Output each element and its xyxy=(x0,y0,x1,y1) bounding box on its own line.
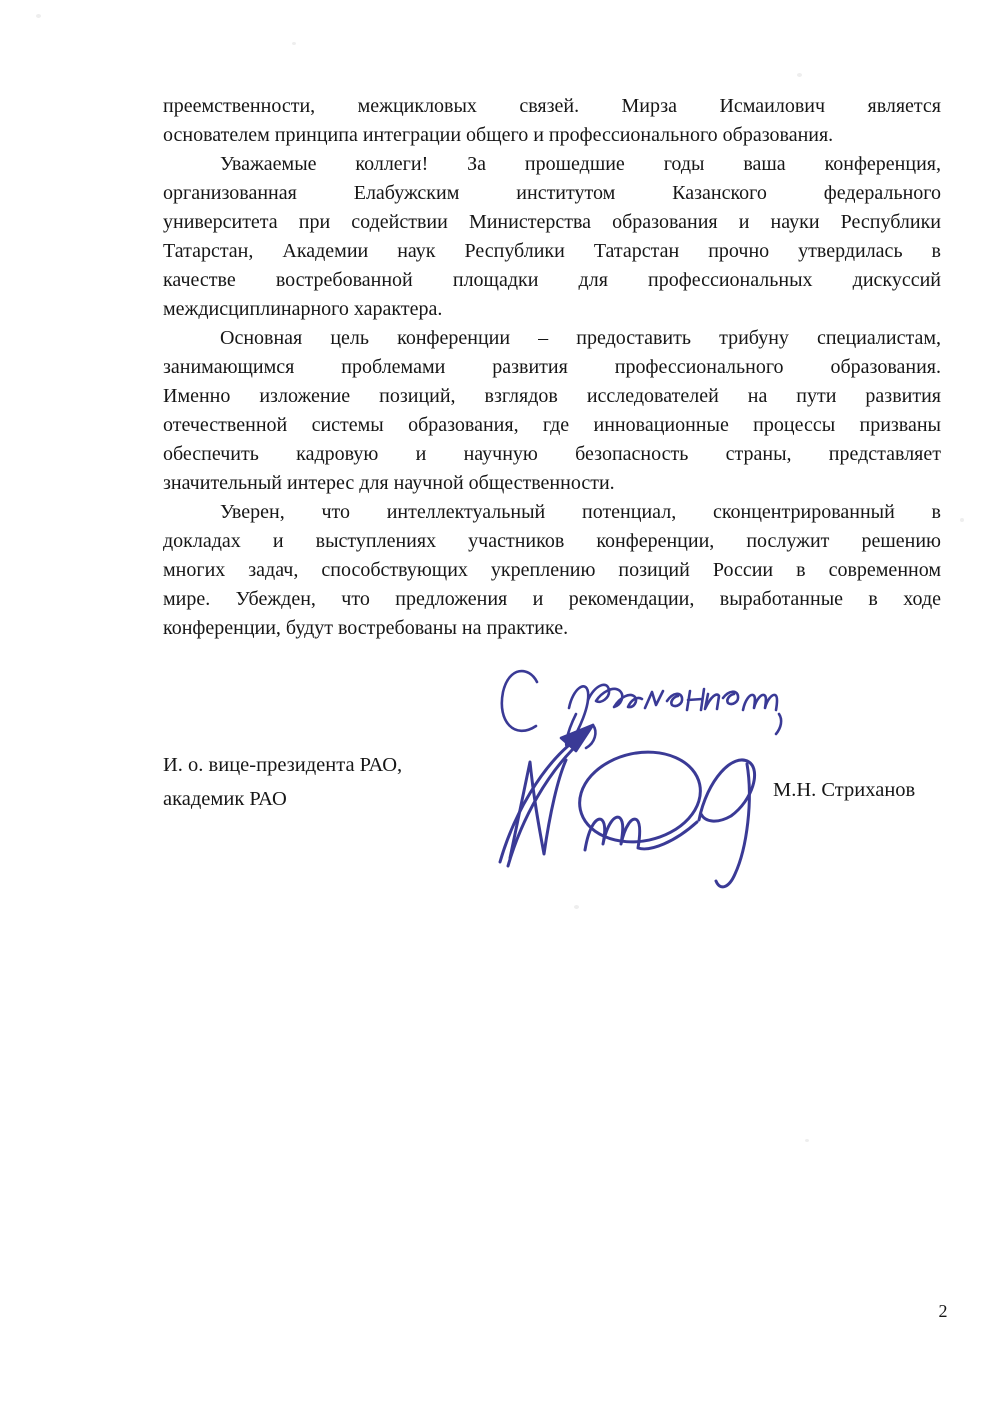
body-line: качестве востребованной площадки для профессиональных дискуссий xyxy=(163,269,941,291)
signer-position-line1: И. о. вице-президента РАО, xyxy=(163,754,403,776)
body-line: организованная Елабужским институтом Казанского федерального xyxy=(163,182,941,204)
body-line: основателем принципа интеграции общего и профессионального образования. xyxy=(163,124,834,146)
body-line: междисциплинарного характера. xyxy=(163,298,443,320)
body-line: докладах и выступлениях участников конференции, послужит решению xyxy=(163,530,941,552)
ink-letter-s xyxy=(502,671,537,731)
body-line: Уважаемые коллеги! За прошедшие годы ваша конференция, xyxy=(220,153,941,175)
scan-speck xyxy=(574,905,579,909)
scan-speck xyxy=(36,14,41,18)
scan-speck xyxy=(797,73,802,77)
body-line: отечественной системы образования, где инновационные процессы призваны xyxy=(163,414,941,436)
scan-speck xyxy=(805,1139,809,1142)
page-number: 2 xyxy=(938,1301,948,1321)
body-line: конференции, будут востребованы на практике. xyxy=(163,617,569,639)
body-line: университета при содействии Министерства образования и науки Республики xyxy=(163,211,941,233)
signer-position-block xyxy=(163,748,402,816)
body-line: занимающимся проблемами развития профессионального образования. xyxy=(163,356,941,378)
body-line: обеспечить кадровую и научную безопасность страны, представляет xyxy=(163,443,941,465)
handwritten-signature-ink xyxy=(485,652,785,897)
signer-name: М.Н. Стриханов xyxy=(773,779,916,801)
signer-position-line2: академик РАО xyxy=(163,788,287,810)
body-line: Уверен, что интеллектуальный потенциал, сконцентрированный в xyxy=(220,501,941,523)
ink-signature-tail xyxy=(716,764,749,887)
body-line: преемственности, межцикловых связей. Мирза Исмаилович является xyxy=(163,95,941,117)
body-line: многих задач, способствующих укреплению позиций России в современном xyxy=(163,559,941,581)
body-line: Татарстан, Академии наук Республики Татарстан прочно утвердилась в xyxy=(163,240,941,262)
body-line: Основная цель конференции – предоставить трибуну специалистам, xyxy=(220,327,941,349)
scan-speck xyxy=(292,42,296,45)
body-line: значительный интерес для научной общественности. xyxy=(163,472,615,494)
body-line: мире. Убежден, что предложения и рекомендации, выработанные в ходе xyxy=(163,588,941,610)
letter-body xyxy=(163,92,941,643)
body-line: Именно изложение позиций, взглядов исследователей на пути развития xyxy=(163,385,941,407)
scan-speck xyxy=(960,518,964,522)
